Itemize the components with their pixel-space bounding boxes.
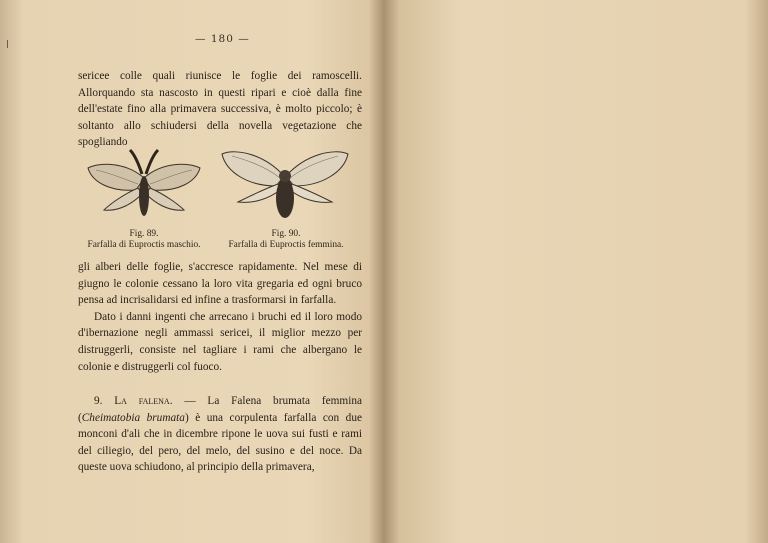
left-paragraph-1 [78,68,362,151]
section-number: 9. [94,395,103,407]
fig89-text: Farfalla di Euproctis maschio. [87,240,201,250]
right-page [386,0,768,543]
fig90-text: Farfalla di Euproctis femmina. [228,240,344,250]
fig89-caption [78,229,210,251]
page-number-left: — 180 — [195,33,250,45]
latin-name: Cheimatobia brumata [81,411,185,424]
fig90-number: Fig. 90. [271,229,301,239]
section-9 [78,393,362,476]
moth-male-illustration [86,148,202,226]
section-text: ) è una corpulenta farfalla con due monconi d'ali che in dicembre ripone le uova sui fusti e rami del ciliegio, del pero, del melo, del susino e del noce. Da queste uova schiudono, al principio della primavera, [78,411,362,474]
paragraph-text: sericee colle quali riunisce le foglie dei ramoscelli. Allorquando sta nascosto in questi ripari e cioè dalla fine dell'estate fino alla primavera successiva, è molto piccolo; è soltanto allo schiudersi della novella vegetazione che spogliando [78,70,362,149]
section-text: — La Falena brumata femmina ( [78,395,362,424]
moth-female-illustration [220,146,350,224]
fig89-number: Fig. 89. [129,229,159,239]
paragraph-text: gli alberi delle foglie, s'accresce rapidamente. Nel mese di giugno le colonie cessano la loro vita gregaria ed ogni bruco pensa ad incrisalidarsi ed infine a trasformarsi in farfalla. [78,261,362,307]
fig90-caption [218,229,354,251]
left-paragraph-2 [78,259,362,375]
paragraph-text: Dato i danni ingenti che arrecano i bruchi ed il loro modo d'ibernazione negli ammassi sericei, il miglior mezzo per distruggerli, consiste nel tagliare i rami che albergano le colonie e distruggerli col fuoco. [78,310,362,373]
section-heading: La falena. [114,395,173,407]
